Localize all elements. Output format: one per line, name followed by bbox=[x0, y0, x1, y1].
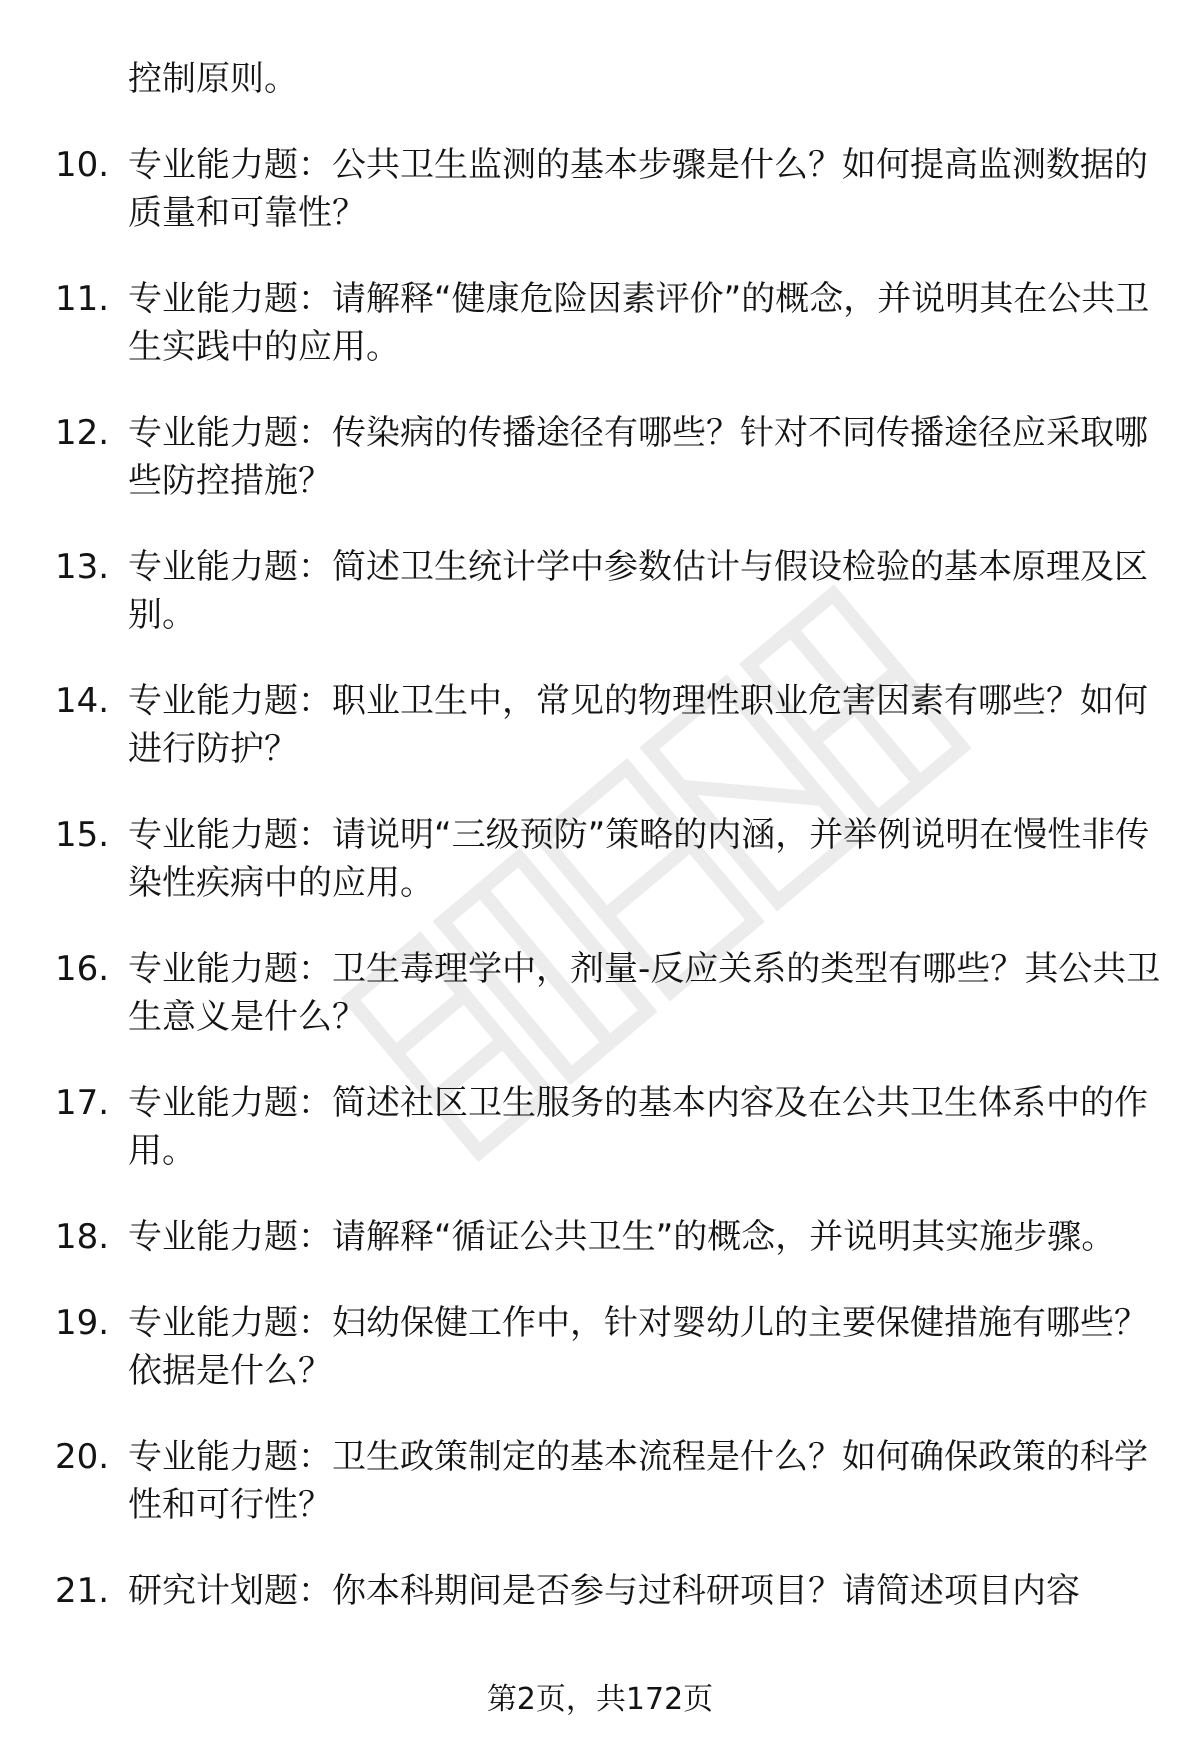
question-number: 16. bbox=[55, 949, 110, 989]
question-text: 专业能力题：卫生毒理学中，剂量-反应关系的类型有哪些？其公共卫生意义是什么？ bbox=[128, 949, 1161, 1037]
question-text: 专业能力题：请解释“健康危险因素评价”的概念，并说明其在公共卫生实践中的应用。 bbox=[128, 279, 1150, 367]
continuation-text: 控制原则。 bbox=[128, 59, 298, 99]
question-text: 专业能力题：简述社区卫生服务的基本内容及在公共卫生体系中的作用。 bbox=[128, 1083, 1148, 1171]
question-item bbox=[55, 275, 1165, 371]
question-number: 14. bbox=[55, 681, 110, 721]
question-text: 专业能力题：卫生政策制定的基本流程是什么？如何确保政策的科学性和可行性？ bbox=[128, 1437, 1148, 1525]
document-body bbox=[55, 55, 1165, 1653]
question-text: 专业能力题：职业卫生中，常见的物理性职业危害因素有哪些？如何进行防护？ bbox=[128, 681, 1148, 769]
question-number: 15. bbox=[55, 815, 110, 855]
question-item bbox=[55, 1433, 1165, 1529]
question-number: 20. bbox=[55, 1437, 110, 1477]
question-item bbox=[55, 1567, 1165, 1615]
question-number: 17. bbox=[55, 1083, 110, 1123]
question-item bbox=[55, 677, 1165, 773]
question-text: 专业能力题：公共卫生监测的基本步骤是什么？如何提高监测数据的质量和可靠性？ bbox=[128, 145, 1148, 233]
question-item bbox=[55, 1079, 1165, 1175]
question-item bbox=[55, 1213, 1165, 1261]
question-number: 12. bbox=[55, 413, 110, 453]
question-number: 18. bbox=[55, 1217, 110, 1257]
question-number: 11. bbox=[55, 279, 110, 319]
question-text: 专业能力题：妇幼保健工作中，针对婴幼儿的主要保健措施有哪些？依据是什么？ bbox=[128, 1303, 1148, 1391]
question-text: 专业能力题：传染病的传播途径有哪些？针对不同传播途径应采取哪些防控措施？ bbox=[128, 413, 1148, 501]
question-item bbox=[55, 409, 1165, 505]
question-text: 专业能力题：简述卫生统计学中参数估计与假设检验的基本原理及区别。 bbox=[128, 547, 1148, 635]
page-footer: 第2页，共172页 bbox=[486, 1682, 714, 1717]
question-text: 专业能力题：请说明“三级预防”策略的内涵，并举例说明在慢性非传染性疾病中的应用。 bbox=[128, 815, 1150, 903]
question-number: 13. bbox=[55, 547, 110, 587]
question-item bbox=[55, 811, 1165, 907]
question-item bbox=[55, 1299, 1165, 1395]
question-item bbox=[55, 141, 1165, 237]
question-number: 21. bbox=[55, 1571, 110, 1611]
question-number: 19. bbox=[55, 1303, 110, 1343]
question-item bbox=[55, 945, 1165, 1041]
question-number: 10. bbox=[55, 145, 110, 185]
question-text: 专业能力题：请解释“循证公共卫生”的概念，并说明其实施步骤。 bbox=[128, 1217, 1116, 1257]
question-list bbox=[55, 141, 1165, 1615]
question-text: 研究计划题：你本科期间是否参与过科研项目？请简述项目内容 bbox=[128, 1571, 1080, 1611]
question-item bbox=[55, 543, 1165, 639]
